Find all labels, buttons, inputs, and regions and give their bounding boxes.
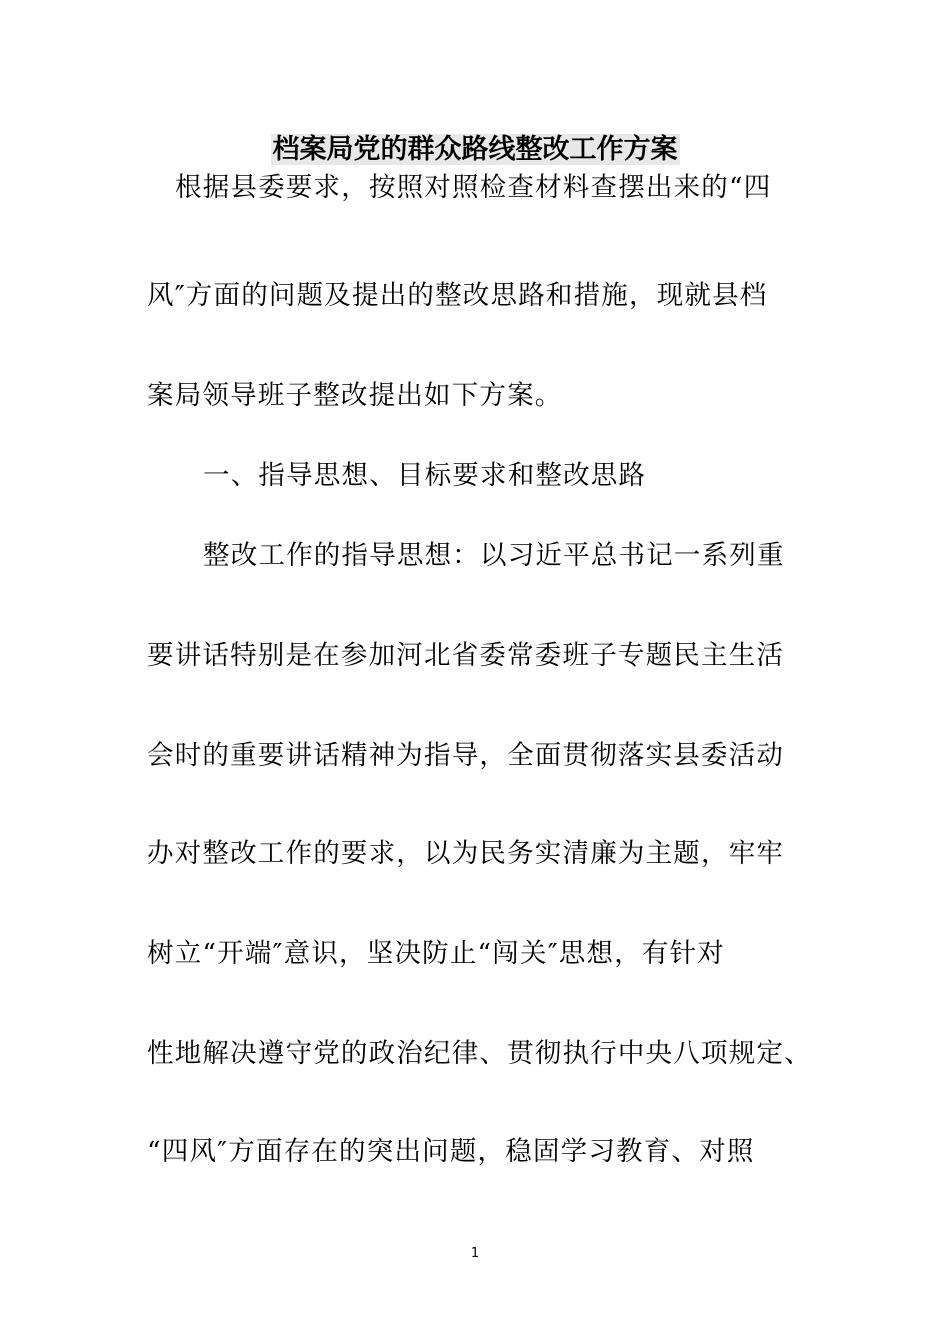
body-line-11: “四风″方面存在的突出问题，稳固学习教育、对照 — [147, 1136, 755, 1167]
body-line-8: 办对整改工作的要求，以为民务实清廉为主题，牢牢 — [147, 838, 785, 869]
body-line-1: 根据县委要求，按照对照检查材料查摆出来的“四 — [175, 172, 772, 203]
section-heading-1: 一、指导思想、目标要求和整改思路 — [203, 460, 647, 491]
document-title-text: 档案局党的群众路线整改工作方案 — [272, 134, 678, 165]
body-line-2: 风″方面的问题及提出的整改思路和措施，现就县档 — [147, 280, 768, 311]
body-line-5: 整改工作的指导思想：以习近平总书记一系列重 — [203, 540, 785, 571]
body-line-6: 要讲话特别是在参加河北省委常委班子专题民主生活 — [147, 640, 785, 671]
body-line-10: 性地解决遵守党的政治纪律、贯彻执行中央八项规定、 — [147, 1038, 812, 1069]
body-line-7: 会时的重要讲话精神为指导，全面贯彻落实县委活动 — [147, 740, 785, 771]
document-title — [0, 130, 950, 170]
body-line-3: 案局领导班子整改提出如下方案。 — [147, 380, 563, 411]
body-line-9: 树立“开端″意识，坚决防止“闯关″思想，有针对 — [147, 938, 725, 969]
page-number: 1 — [470, 1246, 480, 1261]
